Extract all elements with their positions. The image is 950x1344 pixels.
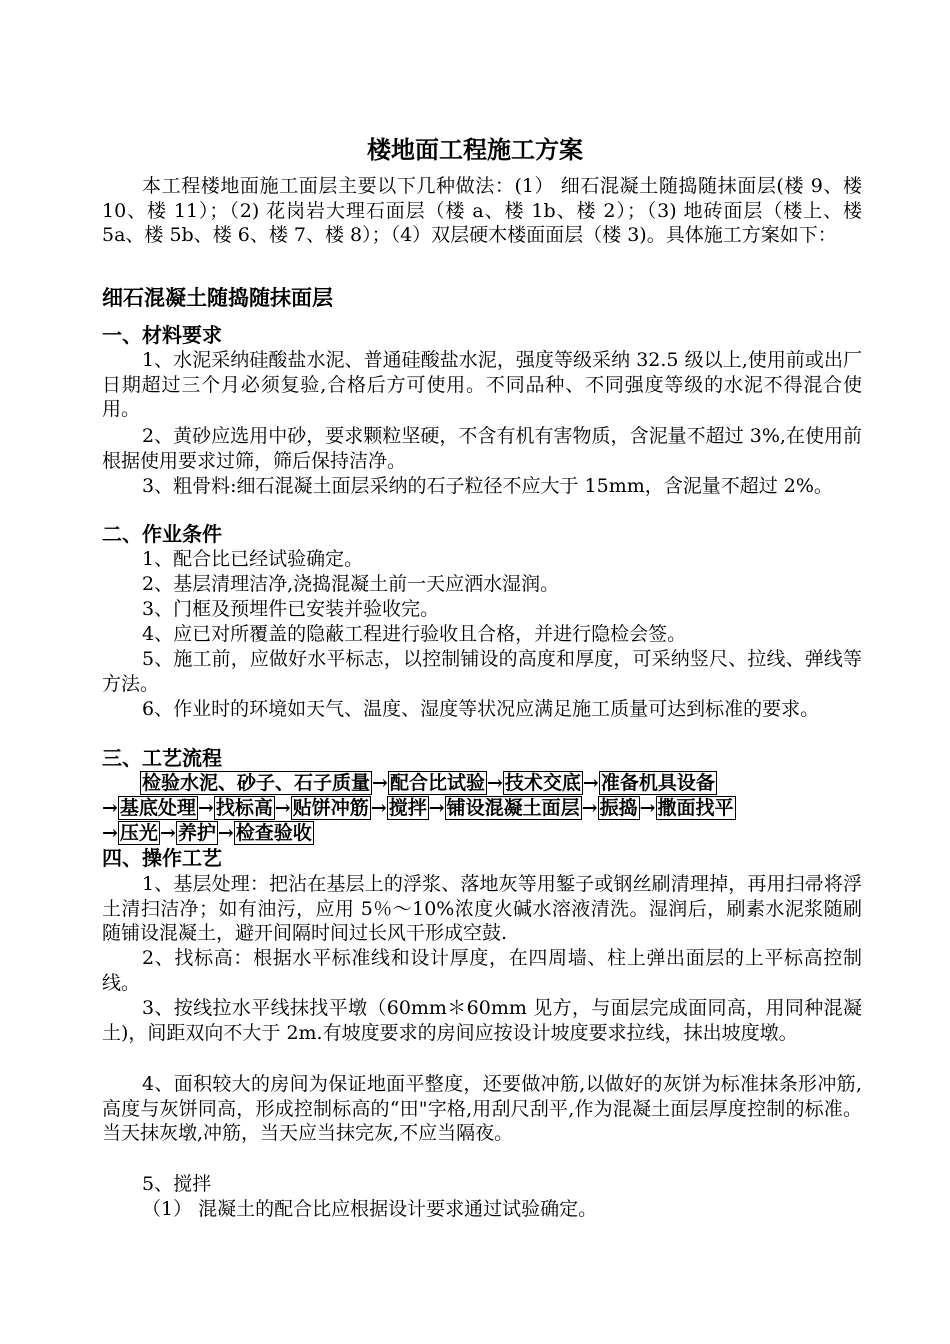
operation-item-4: 4、面积较大的房间为保证地面平整度，还要做冲筋,以做好的灰饼为标准抹条形冲筋,高度与灰饼同高，形成控制标高的“田"字格,用刮尺刮平,作为混凝土面层厚度控制的标准。当天抹灰墩,冲筋，当天应当抹完灰,不应当隔夜。 (102, 1073, 862, 1144)
operation-item-1: 1、基层处理：把沾在基层上的浮浆、落地灰等用錾子或钢丝刷清理掉，再用扫帚将浮土清扫洁净；如有油污，应用 5％～10%浓度火碱水溶液清洗。湿润后，刷素水泥浆随刷随铺设混凝土，避开间隔时间过长风干形成空鼓. (102, 873, 862, 944)
arrow-icon: → (428, 797, 445, 819)
arrow-icon: → (102, 822, 118, 844)
flow-step: 贴饼冲筋 (292, 797, 369, 819)
arrow-icon: → (102, 797, 118, 819)
arrow-icon: → (274, 797, 291, 819)
arrow-icon: → (582, 772, 599, 794)
conditions-item-4: 4、应已对所覆盖的隐蔽工程进行验收且合格，并进行隐检会签。 (142, 623, 687, 645)
materials-item-2: 2、黄砂应选用中砂，要求颗粒坚硬，不含有机有害物质，含泥量不超过 3%,在使用前根据使用要求过筛，筛后保持洁净。 (102, 425, 862, 472)
flow-step: 检查验收 (235, 822, 312, 844)
heading-materials: 一、材料要求 (102, 323, 222, 347)
arrow-icon: → (486, 772, 503, 794)
heading-conditions: 二、作业条件 (102, 522, 222, 546)
flow-step: 铺设混凝土面层 (446, 797, 580, 819)
conditions-item-3: 3、门框及预埋件已安装并验收完。 (142, 598, 440, 620)
process-flow (102, 771, 862, 846)
arrow-icon: → (217, 822, 234, 844)
flow-step: 检验水泥、砂子、石子质量 (142, 772, 371, 794)
page-title: 楼地面工程施工方案 (367, 135, 583, 164)
intro-paragraph: 本工程楼地面施工面层主要以下几种做法：(1） 细石混凝土随捣随抹面层(楼 9、楼 10、楼 11）；（2) 花岗岩大理石面层（楼 a、楼 1b、楼 2）；（3) 地砖面层（楼上、楼 5a、楼 5b、楼 6、楼 7、楼 8）；（4）双层硬木楼面面层（楼 3)。具体施工方案如下： (102, 175, 862, 246)
flow-step: 搅拌 (388, 797, 427, 819)
materials-item-1: 1、水泥采纳硅酸盐水泥、普通硅酸盐水泥，强度等级采纳 32.5 级以上,使用前或出厂日期超过三个月必须复验,合格后方可使用。不同品种、不同强度等级的水泥不得混合使用。 (102, 349, 862, 420)
conditions-item-5: 5、施工前，应做好水平标志，以控制铺设的高度和厚度，可采纳竖尺、拉线、弹线等方法。 (102, 648, 862, 695)
operation-item-5: 5、搅拌 (142, 1173, 212, 1195)
flow-step: 基底处理 (119, 797, 196, 819)
flow-step: 压光 (119, 822, 158, 844)
operation-item-5-1: （1） 混凝土的配合比应根据设计要求通过试验确定。 (142, 1198, 598, 1220)
flow-step: 找标高 (215, 797, 273, 819)
flow-step: 技术交底 (504, 772, 581, 794)
conditions-item-6: 6、作业时的环境如天气、温度、湿度等状况应满足施工质量可达到标准的要求。 (142, 698, 820, 720)
materials-item-3: 3、粗骨料:细石混凝土面层采纳的石子粒径不应大于 15mm，含泥量不超过 2%。 (142, 475, 833, 497)
arrow-icon: → (639, 797, 656, 819)
flow-step: 振捣 (599, 797, 638, 819)
arrow-icon: → (372, 772, 388, 794)
heading-operation: 四、操作工艺 (102, 846, 222, 870)
conditions-item-2: 2、基层清理洁净,浇捣混凝土前一天应洒水湿润。 (142, 573, 560, 595)
arrow-icon: → (159, 822, 176, 844)
flow-step: 撒面找平 (657, 797, 734, 819)
operation-item-3: 3、按线拉水平线抹找平墩（60mm＊60mm 见方，与面层完成面同高，用同种混凝土)，间距双向不大于 2m.有坡度要求的房间应按设计坡度要求拉线，抹出坡度墩。 (102, 997, 862, 1044)
heading-process-flow: 三、工艺流程 (102, 746, 222, 770)
operation-item-2: 2、找标高：根据水平标准线和设计厚度，在四周墙、柱上弹出面层的上平标高控制线。 (102, 947, 862, 994)
arrow-icon: → (370, 797, 387, 819)
flow-step: 配合比试验 (389, 772, 485, 794)
section-title: 细石混凝土随捣随抹面层 (102, 285, 333, 310)
flow-step: 养护 (177, 822, 216, 844)
arrow-icon: → (197, 797, 214, 819)
arrow-icon: → (581, 797, 598, 819)
flow-step: 准备机具设备 (600, 772, 715, 794)
conditions-item-1: 1、配合比已经试验确定。 (142, 548, 364, 570)
